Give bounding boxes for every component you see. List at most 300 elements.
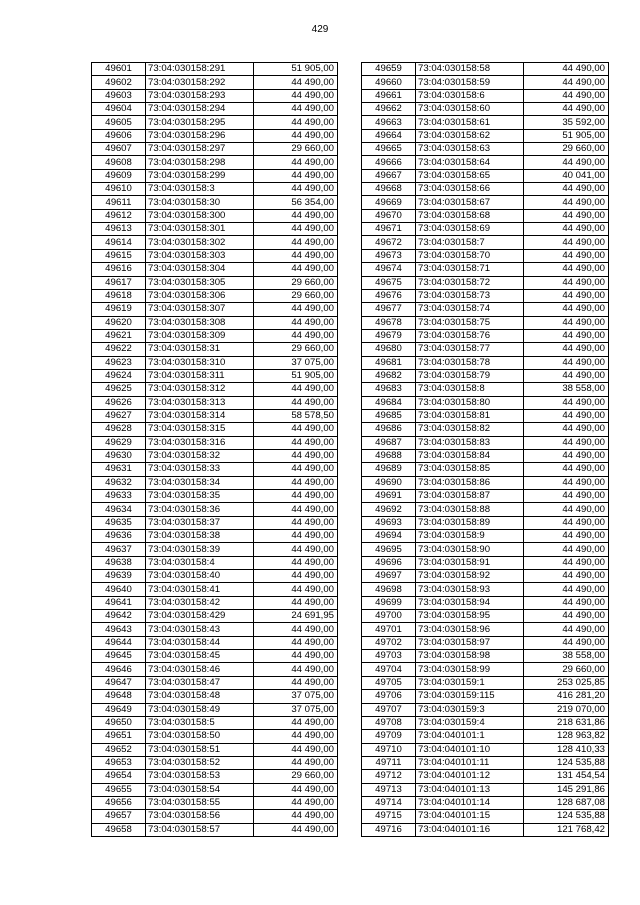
row-number: 49649 (92, 703, 146, 716)
row-number: 49701 (362, 623, 416, 636)
row-number: 49638 (92, 556, 146, 569)
table-row (362, 396, 609, 409)
cadastral-value: 44 490,00 (524, 543, 609, 556)
table-row (362, 543, 609, 556)
row-number: 49642 (92, 610, 146, 623)
row-number: 49668 (362, 183, 416, 196)
cadastral-number: 73:04:030158:83 (416, 436, 524, 449)
table-row (362, 263, 609, 276)
cadastral-value: 44 490,00 (524, 196, 609, 209)
cadastral-number: 73:04:040101:12 (416, 770, 524, 783)
cadastral-number: 73:04:030158:85 (416, 463, 524, 476)
cadastral-value: 44 490,00 (524, 516, 609, 529)
row-number: 49605 (92, 116, 146, 129)
cadastral-number: 73:04:030158:4 (146, 556, 254, 569)
table-row (92, 516, 338, 529)
row-number: 49645 (92, 650, 146, 663)
cadastral-value: 37 075,00 (254, 690, 338, 703)
cadastral-value: 253 025,85 (524, 676, 609, 689)
table-row (362, 610, 609, 623)
table-row (92, 409, 338, 422)
table-row (92, 169, 338, 182)
row-number: 49620 (92, 316, 146, 329)
cadastral-number: 73:04:040101:13 (416, 783, 524, 796)
cadastral-number: 73:04:030158:8 (416, 383, 524, 396)
cadastral-value: 44 490,00 (254, 730, 338, 743)
row-number: 49609 (92, 169, 146, 182)
table-row (92, 770, 338, 783)
cadastral-number: 73:04:030158:301 (146, 223, 254, 236)
table-row (362, 196, 609, 209)
cadastral-number: 73:04:030158:79 (416, 369, 524, 382)
table-row (92, 289, 338, 302)
table-row (92, 63, 338, 76)
cadastral-value: 44 490,00 (254, 156, 338, 169)
row-number: 49698 (362, 583, 416, 596)
cadastral-value: 44 490,00 (254, 449, 338, 462)
cadastral-number: 73:04:030158:62 (416, 129, 524, 142)
page-number: 429 (311, 24, 329, 35)
row-number: 49699 (362, 596, 416, 609)
cadastral-number: 73:04:030158:57 (146, 823, 254, 836)
row-number: 49608 (92, 156, 146, 169)
cadastral-number: 73:04:030158:98 (416, 650, 524, 663)
cadastral-value: 44 490,00 (524, 490, 609, 503)
table-row (362, 503, 609, 516)
cadastral-value: 44 490,00 (254, 636, 338, 649)
table-row (362, 583, 609, 596)
cadastral-number: 73:04:030158:429 (146, 610, 254, 623)
cadastral-value: 145 291,86 (524, 783, 609, 796)
table-row (92, 810, 338, 823)
table-row (362, 129, 609, 142)
cadastral-number: 73:04:030158:35 (146, 490, 254, 503)
table-row (362, 289, 609, 302)
cadastral-value: 124 535,88 (524, 756, 609, 769)
cadastral-value: 44 490,00 (524, 156, 609, 169)
table-row (362, 369, 609, 382)
row-number: 49619 (92, 303, 146, 316)
table-row (92, 223, 338, 236)
table-row (92, 583, 338, 596)
cadastral-number: 73:04:030158:294 (146, 103, 254, 116)
cadastral-number: 73:04:030159:4 (416, 716, 524, 729)
cadastral-number: 73:04:030158:38 (146, 530, 254, 543)
table-row (92, 356, 338, 369)
cadastral-value: 44 490,00 (254, 476, 338, 489)
cadastral-value: 37 075,00 (254, 703, 338, 716)
cadastral-value: 128 410,33 (524, 743, 609, 756)
cadastral-value: 44 490,00 (254, 810, 338, 823)
table-row (362, 169, 609, 182)
table-row (92, 129, 338, 142)
cadastral-number: 73:04:030158:87 (416, 490, 524, 503)
table-row (362, 236, 609, 249)
table-row (362, 730, 609, 743)
row-number: 49686 (362, 423, 416, 436)
cadastral-value: 44 490,00 (524, 76, 609, 89)
table-row (362, 183, 609, 196)
table-row (362, 703, 609, 716)
cadastral-number: 73:04:030158:60 (416, 103, 524, 116)
table-row (92, 490, 338, 503)
cadastral-value: 44 490,00 (524, 476, 609, 489)
row-number: 49669 (362, 196, 416, 209)
cadastral-value: 44 490,00 (524, 636, 609, 649)
table-row (362, 436, 609, 449)
row-number: 49692 (362, 503, 416, 516)
row-number: 49643 (92, 623, 146, 636)
cadastral-value: 44 490,00 (254, 89, 338, 102)
table-row (92, 650, 338, 663)
cadastral-number: 73:04:030159:115 (416, 690, 524, 703)
row-number: 49635 (92, 516, 146, 529)
row-number: 49697 (362, 570, 416, 583)
cadastral-number: 73:04:030158:61 (416, 116, 524, 129)
cadastral-value: 44 490,00 (254, 116, 338, 129)
cadastral-number: 73:04:030158:310 (146, 356, 254, 369)
row-number: 49639 (92, 570, 146, 583)
cadastral-value: 44 490,00 (254, 716, 338, 729)
cadastral-value: 44 490,00 (254, 436, 338, 449)
cadastral-number: 73:04:030158:292 (146, 76, 254, 89)
cadastral-value: 44 490,00 (524, 89, 609, 102)
cadastral-number: 73:04:030158:59 (416, 76, 524, 89)
row-number: 49702 (362, 636, 416, 649)
row-number: 49626 (92, 396, 146, 409)
row-number: 49604 (92, 103, 146, 116)
table-row (92, 690, 338, 703)
cadastral-number: 73:04:030158:305 (146, 276, 254, 289)
cadastral-value: 128 963,82 (524, 730, 609, 743)
cadastral-number: 73:04:030158:44 (146, 636, 254, 649)
cadastral-value: 44 490,00 (524, 570, 609, 583)
cadastral-number: 73:04:030158:90 (416, 543, 524, 556)
cadastral-value: 38 558,00 (524, 383, 609, 396)
cadastral-number: 73:04:030158:50 (146, 730, 254, 743)
row-number: 49647 (92, 676, 146, 689)
table-row (92, 89, 338, 102)
cadastral-value: 44 490,00 (524, 276, 609, 289)
table-row (362, 383, 609, 396)
table-row (362, 156, 609, 169)
table-row (362, 463, 609, 476)
cadastral-number: 73:04:030158:302 (146, 236, 254, 249)
table-row (92, 703, 338, 716)
table-row (92, 756, 338, 769)
table-row (92, 556, 338, 569)
cadastral-value: 44 490,00 (524, 449, 609, 462)
cadastral-value: 29 660,00 (254, 143, 338, 156)
cadastral-value: 44 490,00 (524, 583, 609, 596)
row-number: 49630 (92, 449, 146, 462)
table-row (92, 423, 338, 436)
cadastral-value: 44 490,00 (254, 596, 338, 609)
cadastral-number: 73:04:030158:72 (416, 276, 524, 289)
cadastral-number: 73:04:030158:93 (416, 583, 524, 596)
row-number: 49682 (362, 369, 416, 382)
table-row (362, 343, 609, 356)
table-row (92, 249, 338, 262)
cadastral-value: 44 490,00 (524, 263, 609, 276)
cadastral-number: 73:04:030158:312 (146, 383, 254, 396)
table-row (92, 449, 338, 462)
cadastral-number: 73:04:030158:32 (146, 449, 254, 462)
table-row (92, 76, 338, 89)
cadastral-value: 44 490,00 (254, 583, 338, 596)
row-number: 49679 (362, 329, 416, 342)
row-number: 49676 (362, 289, 416, 302)
cadastral-value: 44 490,00 (254, 303, 338, 316)
cadastral-number: 73:04:030158:77 (416, 343, 524, 356)
table-row (362, 783, 609, 796)
cadastral-number: 73:04:030158:53 (146, 770, 254, 783)
cadastral-number: 73:04:030158:55 (146, 796, 254, 809)
row-number: 49610 (92, 183, 146, 196)
row-number: 49641 (92, 596, 146, 609)
row-number: 49666 (362, 156, 416, 169)
table-row (92, 316, 338, 329)
cadastral-number: 73:04:030158:34 (146, 476, 254, 489)
row-number: 49623 (92, 356, 146, 369)
row-number: 49663 (362, 116, 416, 129)
row-number: 49705 (362, 676, 416, 689)
cadastral-number: 73:04:040101:11 (416, 756, 524, 769)
cadastral-number: 73:04:030158:40 (146, 570, 254, 583)
table-row (362, 476, 609, 489)
row-number: 49672 (362, 236, 416, 249)
cadastral-value: 44 490,00 (254, 623, 338, 636)
cadastral-number: 73:04:030159:1 (416, 676, 524, 689)
table-row (362, 209, 609, 222)
table-row (362, 756, 609, 769)
row-number: 49703 (362, 650, 416, 663)
cadastral-number: 73:04:030158:30 (146, 196, 254, 209)
row-number: 49667 (362, 169, 416, 182)
cadastral-value: 56 354,00 (254, 196, 338, 209)
table-row (362, 356, 609, 369)
table-row (362, 810, 609, 823)
cadastral-number: 73:04:030158:96 (416, 623, 524, 636)
row-number: 49696 (362, 556, 416, 569)
cadastral-value: 44 490,00 (254, 249, 338, 262)
cadastral-number: 73:04:030158:86 (416, 476, 524, 489)
table-row (362, 223, 609, 236)
cadastral-value: 44 490,00 (254, 556, 338, 569)
cadastral-number: 73:04:040101:14 (416, 796, 524, 809)
row-number: 49637 (92, 543, 146, 556)
cadastral-value: 29 660,00 (254, 343, 338, 356)
row-number: 49653 (92, 756, 146, 769)
row-number: 49655 (92, 783, 146, 796)
row-number: 49644 (92, 636, 146, 649)
table-row (362, 716, 609, 729)
cadastral-value: 44 490,00 (254, 103, 338, 116)
cadastral-number: 73:04:030158:97 (416, 636, 524, 649)
row-number: 49657 (92, 810, 146, 823)
row-number: 49607 (92, 143, 146, 156)
row-number: 49636 (92, 530, 146, 543)
row-number: 49613 (92, 223, 146, 236)
cadastral-value: 44 490,00 (254, 516, 338, 529)
row-number: 49673 (362, 249, 416, 262)
cadastral-number: 73:04:030158:74 (416, 303, 524, 316)
row-number: 49713 (362, 783, 416, 796)
row-number: 49651 (92, 730, 146, 743)
row-number: 49617 (92, 276, 146, 289)
row-number: 49706 (362, 690, 416, 703)
table-row (362, 663, 609, 676)
cadastral-number: 73:04:030158:296 (146, 129, 254, 142)
cadastral-number: 73:04:030158:313 (146, 396, 254, 409)
table-row (362, 690, 609, 703)
row-number: 49627 (92, 409, 146, 422)
row-number: 49681 (362, 356, 416, 369)
table-row (362, 276, 609, 289)
row-number: 49683 (362, 383, 416, 396)
row-number: 49695 (362, 543, 416, 556)
cadastral-value: 44 490,00 (254, 823, 338, 836)
row-number: 49715 (362, 810, 416, 823)
cadastral-number: 73:04:030158:306 (146, 289, 254, 302)
table-row (362, 103, 609, 116)
row-number: 49688 (362, 449, 416, 462)
cadastral-number: 73:04:030158:42 (146, 596, 254, 609)
table-row (362, 409, 609, 422)
cadastral-value: 44 490,00 (524, 316, 609, 329)
table-row (362, 490, 609, 503)
cadastral-value: 44 490,00 (524, 223, 609, 236)
table-row (362, 623, 609, 636)
cadastral-number: 73:04:030158:80 (416, 396, 524, 409)
table-row (92, 396, 338, 409)
cadastral-number: 73:04:030158:37 (146, 516, 254, 529)
cadastral-number: 73:04:030158:39 (146, 543, 254, 556)
table-row (92, 196, 338, 209)
table-row (362, 116, 609, 129)
row-number: 49614 (92, 236, 146, 249)
cadastral-number: 73:04:030158:94 (416, 596, 524, 609)
table-row (92, 743, 338, 756)
cadastral-number: 73:04:040101:15 (416, 810, 524, 823)
cadastral-value: 44 490,00 (524, 329, 609, 342)
row-number: 49650 (92, 716, 146, 729)
cadastral-number: 73:04:030158:66 (416, 183, 524, 196)
table-row (92, 369, 338, 382)
cadastral-number: 73:04:030158:52 (146, 756, 254, 769)
row-number: 49704 (362, 663, 416, 676)
table-row (92, 796, 338, 809)
row-number: 49602 (92, 76, 146, 89)
cadastral-number: 73:04:030158:68 (416, 209, 524, 222)
row-number: 49640 (92, 583, 146, 596)
table-row (362, 676, 609, 689)
cadastral-number: 73:04:030158:3 (146, 183, 254, 196)
cadastral-number: 73:04:030158:7 (416, 236, 524, 249)
table-row (362, 329, 609, 342)
cadastral-number: 73:04:030158:92 (416, 570, 524, 583)
cadastral-value: 37 075,00 (254, 356, 338, 369)
row-number: 49612 (92, 209, 146, 222)
table-row (92, 823, 338, 836)
cadastral-number: 73:04:030158:84 (416, 449, 524, 462)
table-row (362, 516, 609, 529)
row-number: 49694 (362, 530, 416, 543)
cadastral-number: 73:04:030158:54 (146, 783, 254, 796)
cadastral-value: 44 490,00 (524, 209, 609, 222)
table-row (92, 463, 338, 476)
cadastral-value: 44 490,00 (254, 223, 338, 236)
cadastral-value: 44 490,00 (254, 543, 338, 556)
table-row (92, 276, 338, 289)
cadastral-number: 73:04:030158:315 (146, 423, 254, 436)
table-row (92, 623, 338, 636)
cadastral-number: 73:04:040101:16 (416, 823, 524, 836)
cadastral-value: 44 490,00 (254, 570, 338, 583)
row-number: 49611 (92, 196, 146, 209)
row-number: 49606 (92, 129, 146, 142)
table-row (92, 263, 338, 276)
row-number: 49646 (92, 663, 146, 676)
row-number: 49615 (92, 249, 146, 262)
table-row (92, 610, 338, 623)
row-number: 49633 (92, 490, 146, 503)
cadastral-value: 44 490,00 (254, 783, 338, 796)
cadastral-number: 73:04:030158:6 (416, 89, 524, 102)
row-number: 49712 (362, 770, 416, 783)
table-row (92, 730, 338, 743)
cadastral-value: 29 660,00 (254, 289, 338, 302)
table-row (362, 823, 609, 836)
cadastral-number: 73:04:030158:295 (146, 116, 254, 129)
table-row (92, 143, 338, 156)
cadastral-number: 73:04:030158:51 (146, 743, 254, 756)
cadastral-value: 29 660,00 (524, 663, 609, 676)
cadastral-value: 58 578,50 (254, 409, 338, 422)
row-number: 49616 (92, 263, 146, 276)
table-row (92, 663, 338, 676)
row-number: 49693 (362, 516, 416, 529)
cadastral-value: 44 490,00 (254, 236, 338, 249)
cadastral-value: 44 490,00 (524, 623, 609, 636)
cadastral-number: 73:04:030158:48 (146, 690, 254, 703)
cadastral-value: 44 490,00 (254, 396, 338, 409)
cadastral-value: 416 281,20 (524, 690, 609, 703)
row-number: 49659 (362, 63, 416, 76)
table-row (92, 716, 338, 729)
cadastral-value: 44 490,00 (254, 530, 338, 543)
cadastral-number: 73:04:030158:307 (146, 303, 254, 316)
cadastral-number: 73:04:030158:63 (416, 143, 524, 156)
cadastral-value: 44 490,00 (254, 263, 338, 276)
row-number: 49710 (362, 743, 416, 756)
row-number: 49680 (362, 343, 416, 356)
cadastral-number: 73:04:030158:73 (416, 289, 524, 302)
cadastral-value: 44 490,00 (254, 490, 338, 503)
row-number: 49661 (362, 89, 416, 102)
cadastral-number: 73:04:030159:3 (416, 703, 524, 716)
table-row (92, 209, 338, 222)
cadastral-value: 44 490,00 (524, 556, 609, 569)
cadastral-value: 44 490,00 (524, 103, 609, 116)
table-row (362, 556, 609, 569)
cadastral-number: 73:04:030158:311 (146, 369, 254, 382)
cadastral-number: 73:04:030158:36 (146, 503, 254, 516)
cadastral-number: 73:04:030158:9 (416, 530, 524, 543)
cadastral-value: 44 490,00 (524, 596, 609, 609)
row-number: 49625 (92, 383, 146, 396)
row-number: 49652 (92, 743, 146, 756)
